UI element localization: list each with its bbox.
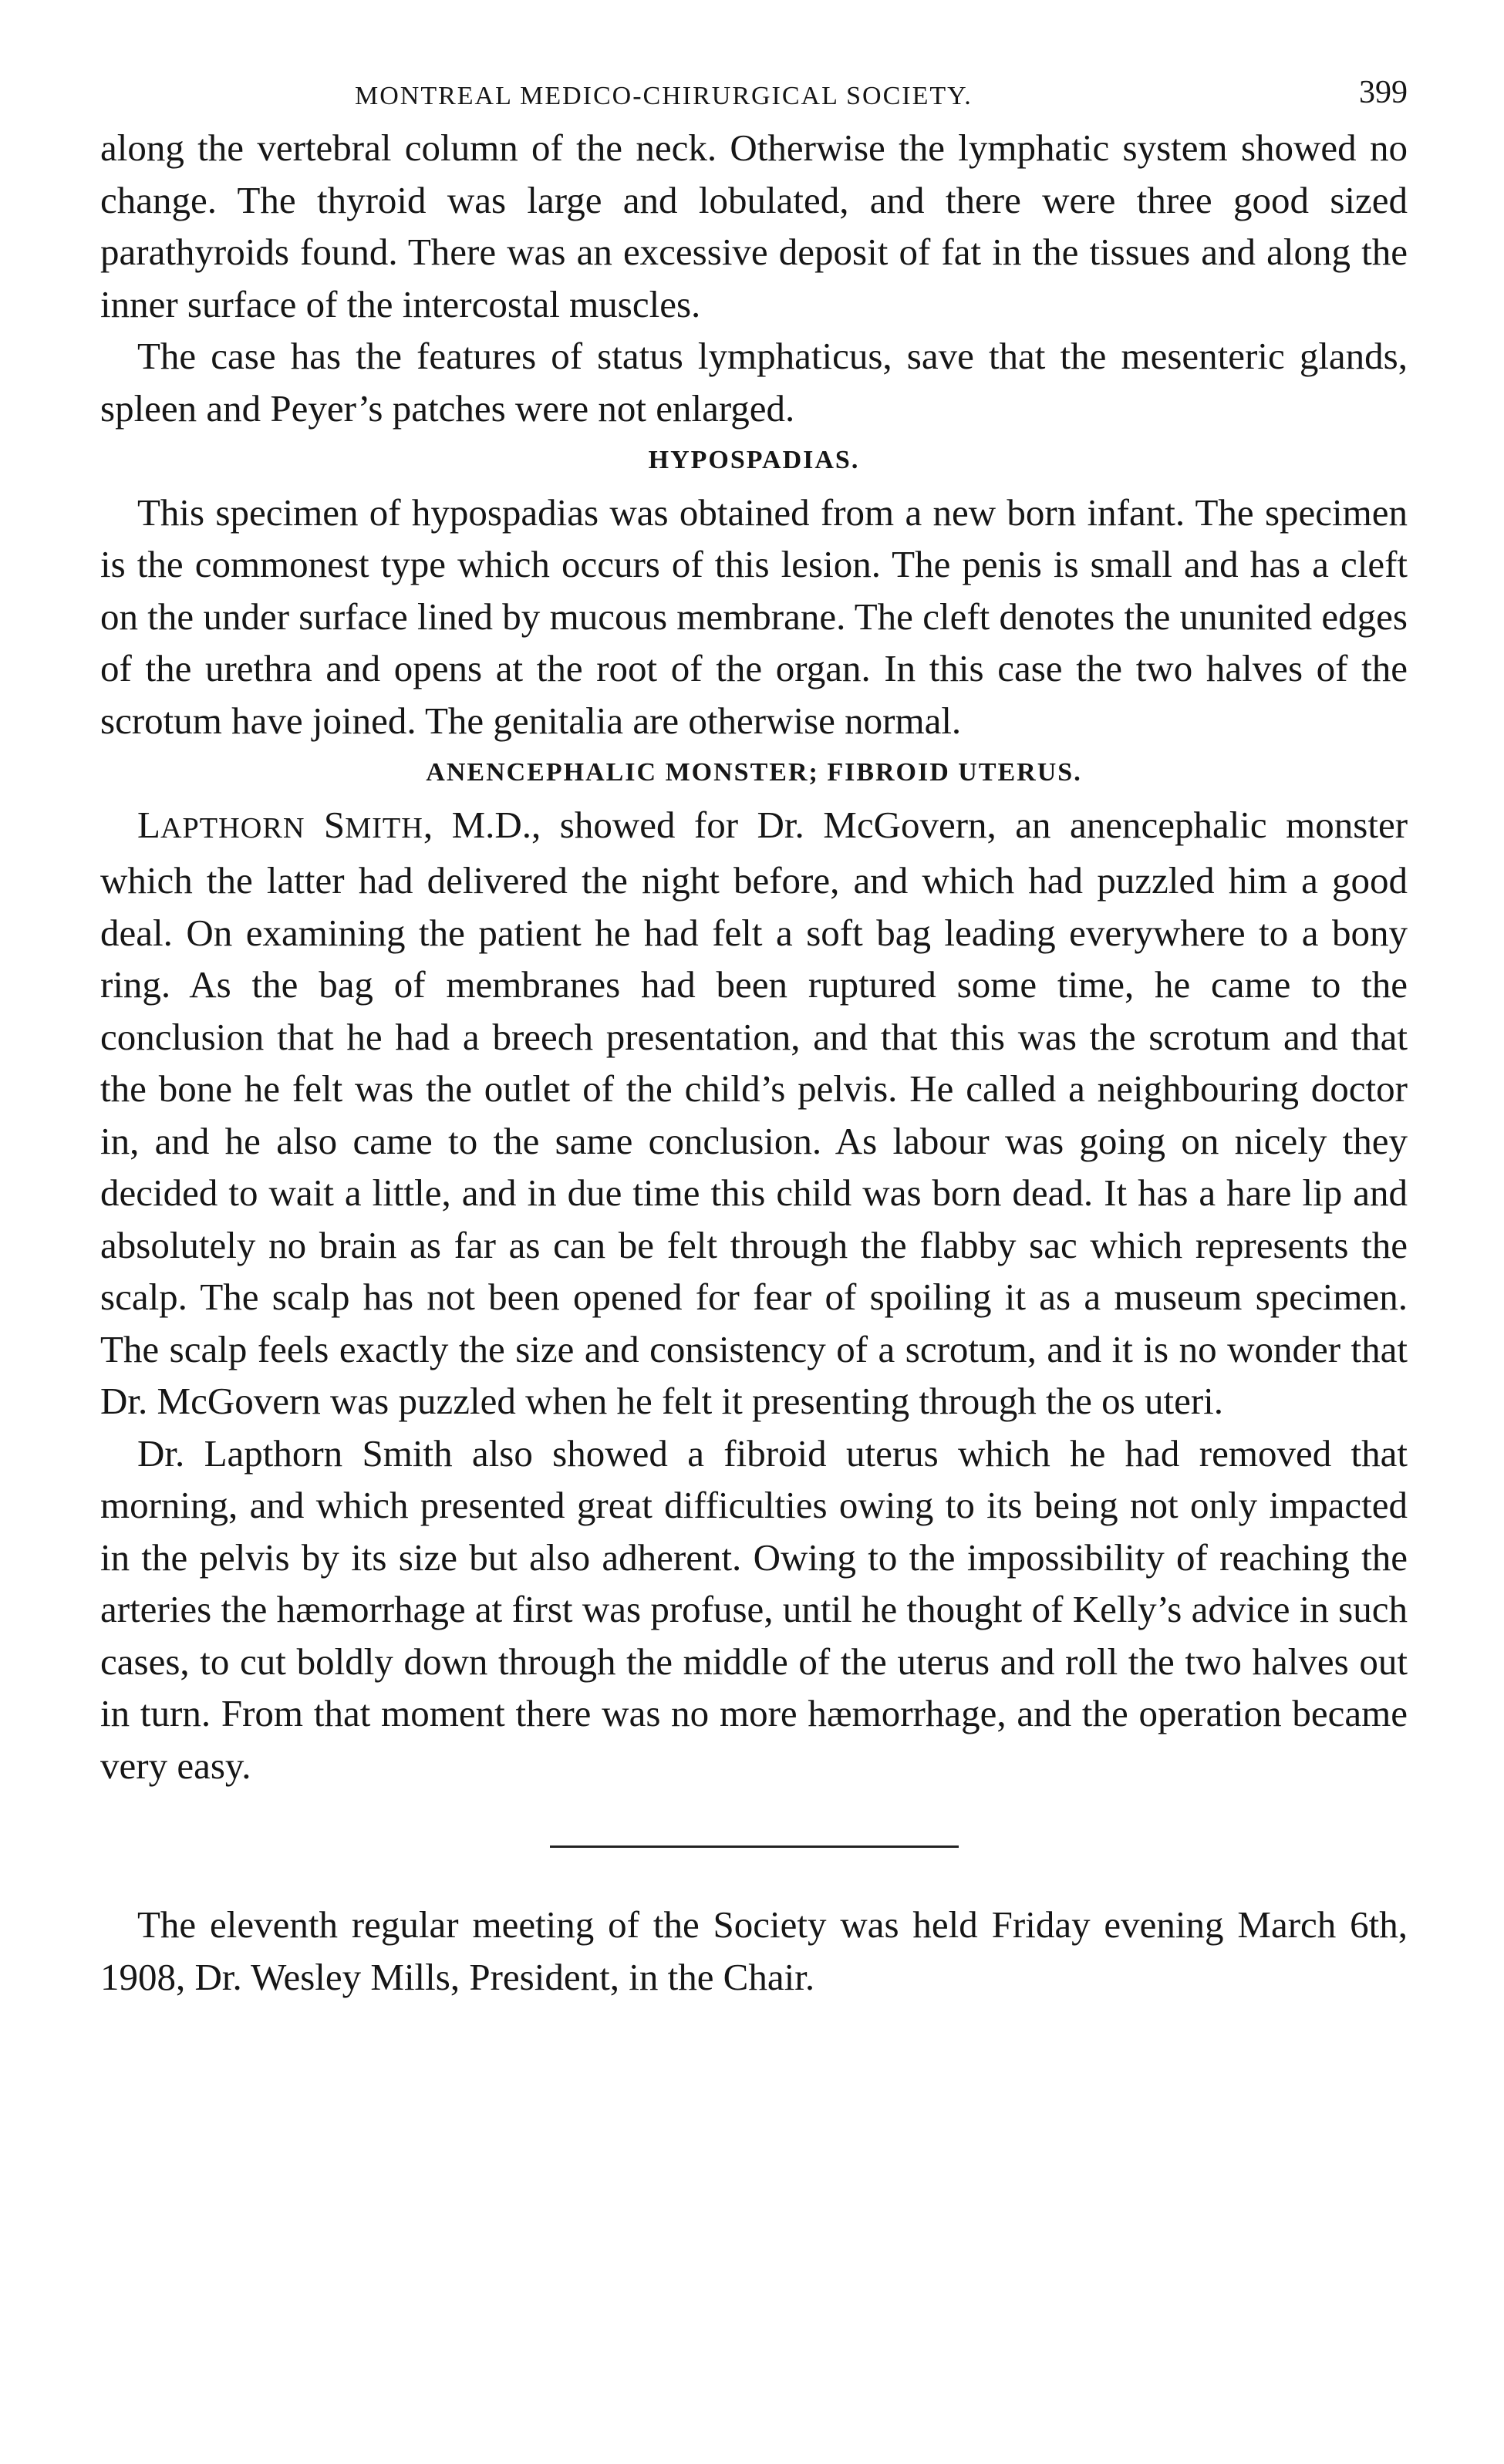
paragraph-hypospadias: This specimen of hypospadias was obtained from a new born infant. The specimen is the commonest type which occurs of this lesion. The penis is small and has a cleft on the under surface lined by mucous membrane. The cleft denotes the ununited edges of the urethra and opens at the root of the organ. In this case the two halves of the scrotum have joined. The genitalia are otherwise normal. bbox=[100, 490, 1408, 742]
paragraph-anencephalic-monster bbox=[100, 799, 1408, 1428]
paragraph-lymphatic-system: along the vertebral column of the neck. Otherwise the lymphatic system showed no change. The thyroid was large and lobulated, and there were three good sized parathyroids found. There was an excessive deposit of fat in the tissues and along the inner surface of the intercostal muscles. bbox=[100, 126, 1408, 325]
paragraph-eleventh-meeting: The eleventh regular meeting of the Society was held Friday evening March 6th, 1908, Dr. Wesley Mills, President, in the Chair. bbox=[100, 1903, 1408, 1998]
author-degree: , M.D., bbox=[423, 803, 541, 846]
section-divider-rule bbox=[550, 1845, 959, 1848]
author-first-rest: APTHORN bbox=[160, 811, 305, 844]
book-page bbox=[100, 68, 1408, 2003]
anencephalic-body: showed for Dr. McGovern, an anencephalic monster which the latter had delivered the night before, and which had puzzled him a good deal. On examining the patient he had felt a soft bag leading everywhere to a bony ring. As the bag of membranes had been ruptured some time, he came to the conclusion that he had a breech presentation, and that this was the scrotum and that the bone he felt was the outlet of the child’s pelvis. He called a neighbouring doctor in, and he also came to the same conclusion. As labour was going on nicely they decided to wait a little, and in due time this child was born dead. It has a hare lip and absolutely no brain as far as can be felt through the flabby sac which represents the scalp. The scalp has not been opened for fear of spoiling it as a museum specimen. The scalp feels exactly the size and consistency of a scrotum, and it is no wonder that Dr. McGovern was puzzled when he felt it presenting through the os uteri. bbox=[100, 803, 1408, 1422]
author-first-initial: L bbox=[137, 803, 160, 846]
running-header bbox=[100, 68, 1408, 122]
author-last-initial: S bbox=[323, 803, 346, 846]
page-number: 399 bbox=[1359, 75, 1408, 110]
paragraph-fibroid-uterus: Dr. Lapthorn Smith also showed a fibroid uterus which he had removed that morning, and which presented great difficulties owing to its being not only impacted in the pelvis by its size but also adherent. Owing to the impossibility of reaching the arteries the hæmorrhage at first was profuse, until he thought of Kelly’s advice in such cases, to cut boldly down through the middle of the uterus and roll the two halves out in turn. From that moment there was no more hæmorrhage, and the operation became very easy. bbox=[100, 1431, 1408, 1787]
heading-hypospadias: HYPOSPADIAS. bbox=[648, 446, 860, 474]
paragraph-status-lymphaticus: The case has the features of status lymphaticus, save that the mesenteric glands, spleen and Peyer’s patches were not enlarged. bbox=[100, 335, 1408, 430]
author-name bbox=[137, 804, 423, 846]
author-last-rest: MITH bbox=[345, 811, 423, 844]
heading-anencephalic-monster: ANENCEPHALIC MONSTER; FIBROID UTERUS. bbox=[426, 758, 1082, 787]
running-title: MONTREAL MEDICO-CHIRURGICAL SOCIETY. bbox=[355, 82, 973, 110]
